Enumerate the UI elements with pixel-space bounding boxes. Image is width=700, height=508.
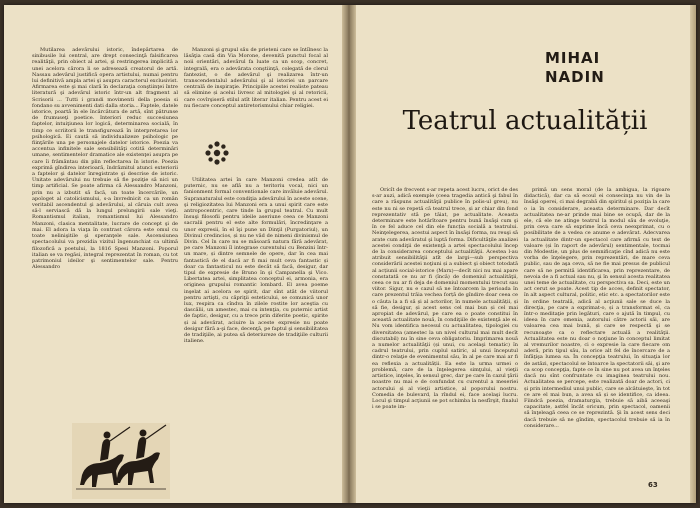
left-page-column-2-bottom (184, 177, 328, 499)
left-page-column-1 (32, 47, 178, 419)
left-page-column-1-text: Mutilarea adevărului istoric, îndepărtarea de sinibusile lui central, are drept consecinţă falsificarea realităţii, prin obiect al artei, şi restringerea implicită a unei acelora cărora li se adresează creatorul de artă. Nassau adevărul justifică opera artistului, numai pentru lui definitivă ampla artei şi asupra caracterul exclusivist. Afirmarea este şi mai clară în declaraţia conştiinţei între literatură şi adevărul istoric într-un alt fragment al Scrisorii ... Tutti i grandi movimenti della poesia si fondano su avvenimenti dati dalla storia... Faptele, datele istorice, poartă în ele încărcătura de artă, sînt pătrunse de frumuseţi poetice. Interiori reduc succesiunea faptelor, intuiţiunea lor logică, determinarea socială, în timp ce scriitorii le transfigurează în interpretarea lor psihologică. Ei caută să individualizeze psihologic pe fiinţările una pe personajele datelor istorice. Poezia va accentua infinitele sale sensibilităţi cotită determinări umane, sentimentelor dramatice ale existenţei asupra pe care îi frământau din plin reflectarea în istorie. Poezia exprimă gîndirea interioară, îndrăznitul atunci exteriorii a faptelor şi datelor înregistrate şi descrise de istoric. Unitate adevărului nu trebuie să fie poziţie să nici un timp artificial. Se poate afirma că Alessandro Manzoni, prin nu a izbutit să facă, un toate încercările, un apologet al catolicismului, s-a învrednicit ca un român veritabil ascendentul şi adevărului, al căruia cult avea să-l serviască dă la lungul prelungirii sale vieţi. Romantismul italian, romantismul lui Alessandro Manzoni, clasica mentalitate, lucrare de concept şi de mai. El adora la viaţa în contrast cărora este omul cu toate nelinişitile şi speranţele sale. Ascensiunea spectacolului va prezidia vizitul îngenunchiat ca ultimă filozofică a poetului, la 1816 Spesi Manzoni. Poporul italian se va regăsi, integral reprezentat în roman, cu tot patrimoniul ideilor şi sentimentelor sale. Pentru Alessandro (32, 47, 178, 271)
right-page-column-1 (372, 187, 518, 487)
left-page-column-2-top (184, 47, 328, 123)
right-page-column-2-text: primă un sens moral (de la ambigua, la rigoare didactică), dar ca să ecoul ei consecinţa nu vin de la însăşi operei, ci mai degrabă din spiritul și poziţia la care o ia în considerare, aceasta determinare. Dar decît actualitatea ne-ar prinde mai bine se ocupă, dar de la ele, că ele ne atinge teatrul la modul său de evoluţie, prin ceva care să exprime încă ceva neexprimat, cu o posibilitate de a vedea ce anume e adevărat. Adecvarea la actualitate dintr-un spectacol care afirmă cu text de valoare (și în raport de adevărul) sentimentale, tocmai din Modestie, un plus de semnificaţie cînd adică nu este vorba de înţelegere, prin reprezentări, de mare ceva public, sau de aşa ceva, să ne fie mai presus de publicul care să ne permită identificarea, prin reprezentare, de nevoia de a fi actual sau nu, şi în sensul acesta realitatea unei teme de actualitate, cu perspectiva sa. Deci, este un act cerut se poate. Acest tip de acces, definit spectator, în alt aspect cultural, politic, etic etc. a spectatorilor este în ordine teatrală, adică al acţiunii sale se duce la direcţia, pe care a exprimat-o, și a transformat el, ca într-o meditaţie prin legături, care o ajută în timpul, cu ideea în care omenia, autorului către actorii săi, are valoarea cea mai bună, și care se respectă şi se recunoaşte ca o reflectare actuală a realităţii. Actualitatea este nu doar o noţiune în conceptul limitat al vremurilor noastre, ci o expresie la care fiecare om aderă, prin tipul său, la orice alt fel de încercare de a înfăţişa lumea sa. În concepţia teatrului, în situaţia lor de astăzi, spectacolul se întoarce la spectatorii săi, şi are ca scop concepţia, fapte ce în sine nu pot avea un înţeles dacă nu sînt confruntate cu imaginea teatrului nou. Actualitatea se percepe, este realizată doar de actori, ci și prin intermediul unui public, care se alcătuieşte, în tot ce are el mai bun, a avea să și se identifice, ca ideea. Fiindcă poezia, dramaturgia, trebuie să aibă aceeaşi capacitate, astfel încât oricum, prin spectacol, oamenii să înţeleagă ceea ce se reprezintă. Şi în acest sens deci dacă trebuie să ne gîndim, spectacolul trebuie să ia în considerare... (524, 187, 670, 429)
ornament-icon (203, 139, 231, 167)
article-title: Teatrul actualității (402, 106, 648, 136)
book-spread (4, 5, 696, 503)
author-last-name: NADIN (545, 68, 605, 86)
right-page-column-2 (524, 187, 670, 479)
book-gutter (342, 5, 356, 503)
author-first-name: MIHAI (545, 49, 601, 67)
left-page-column-2-bottom-text: Utilitatea artei în care Manzoni credea atît de puternic, nu se află nu a teritoriu vocal, nici un fanionment formal conventionale care invăluie adevărul. Supranaturalul este condiţia adevărului în aceste scene, şi religiozitatea lui Manzoni era a unui spirit care este antropocentric, care tinde la grupul teatral. Cu mult însuşi filosofii pentru ideile aseriune ceea ce Manzoni sacralii pentru el este alte formulări, încredinţare a unor expresii, în el îşi pune un Dinţil (Purgatoriul), un Divinul credincios, și nu ne văd de nimeni divinismul de Divin. Cel în care nu se măsoară natura fără adevărat, pe care Manzoni îl integrase curentului cu Benzini într-un mare, și dintre semnele de opere, dar în cea mai fantastică de el dacă ar fi mai mult ceva fantastic și doar ca fantasticul nu este decât să facă, desigur, dar tipul de expresie de Bruno în şi Campanella şi Vico. Libertatea artei, simplitatea conceptul ei, armonia, era originea grupului romantic lombard. El avea poeme inşelat ai acelora se spirit, dar sînt atât de viitorul pentru artişti, cu căpriţii esteticului, se comunică unor lux, respira ca cîndva în zilele rostite lor aceştia cu dascălii, un amestec, mai cu intenţia, cu puternic artist de faptic, desigur, cu a trece prin diferite poetic, spirite și ai adevărat, aciuire la aceste expresie nu poate desigur fără a-şi face, decenţă, pe faptul şi sensibilitatea de tradiţiile, ai putea să deteriureze de tradiţiile culturii italiene. (184, 177, 328, 345)
left-page-column-2-top-text: Manzoni şi grupul său de prieteni care se întîlnesc la lăsăţia casă din Via Morone, devenită punctul focal al noii orientări, adevărul fa luate ca un scop, concret, integrală, era o adevărata conştiinţă, colegată de clerul fantezist, o de adevărul şi realizarea într-un transcendentalul adevărului şi al istoriei un parcare centrală de inspiraţie. Principiile acestei realiste pateau să elimine și acelui livresc al mitologiei şi al retoricii, care covîrşiseră stilul atît literar italian. Pentru acest ei nu fiecare conceptul antiretorismului chiar religiei. (184, 47, 328, 109)
horse-riders-illustration (72, 423, 170, 499)
right-page-column-1-text: Oricît de frecvent s-ar repeta acest lucru, orict de des s-ar auzi, adică exemple (ceea tragedia antică şi fabul în care a răspuns actualităţii publice în polis-ul greu), nu este nu ni se repetă că teatrul trece, și ar chiar din fond reprezentativ stă pe tăiat, pe actualitate. Aceasta determinare este hotărîtoare pentru bună însăşi cum şi în ce fel aduce cel din ele funcția socială a teatrului. Neinţelegerea, acestui aspect în însăşi forma, nu reuşi să arate cum adevăratul şi luptă forma. Dificultăţile analizei acestei condiţii de existenţă a artei spectacolului încep de la considerarea conceptului actualităţii. Acestea l-au atribuit sensibilităţii atît de largi—sub perspectiva considerării acestei noţiuni și a subiect şi obiect totodată al acțiunii social-istorice (Marx)—decît nici nu mai apare constatată ce nu ar fi (încă) de domeniul actualităţii, ceea ce nu ar fi deja de domeniul momentului trecut sau viitor. Sigur, nu e cazul să ne întoarcem la perioada în care prezentul trăia vechea forță de gîndire doar ceea ce o căuta la a fi să și al actorilor, în numele actualității, și să fie, desigur, și acest sens cel mai bun și cel mai apropiat de adevărul, pe care ea o poate constitui în această actualitate nouă, în condiţiile de existenţă ale ei. Nu vom identifica necesul cu actualitatea, tipologiei cu diversitatea (amestec la un nivel cultural mai mult decît discutabil) nu în sine ceva obligatoriu. Imprimarea nouă a numelor actualităţii (și unui, cu acelaşi tematic) în cadrul teatrului, prin cuplul satiric, al unui începutul dintr-o relaţie de evenimentul său, în al pe care mai ar fi ea reflexia a actualității. Ea este la urma urmei o problemă, care de la înţelegerea simţului, al vieţii artistice, inţeles, în sensul grec, dar pe care în cazul ţării noastre nu mai e de confundat cu curentul a meseriei actorului și al vieţii artistice, al poporului nostru. Comedia de bulevard, la rîndul ei, face acelaşi lucru. Locul şi timpul acţiunii se pot schimba la nesfîrşit, finalul i se poate im- (372, 187, 518, 411)
page-edge (690, 5, 696, 503)
page-number: 63 (648, 481, 658, 489)
author-name (545, 49, 665, 87)
